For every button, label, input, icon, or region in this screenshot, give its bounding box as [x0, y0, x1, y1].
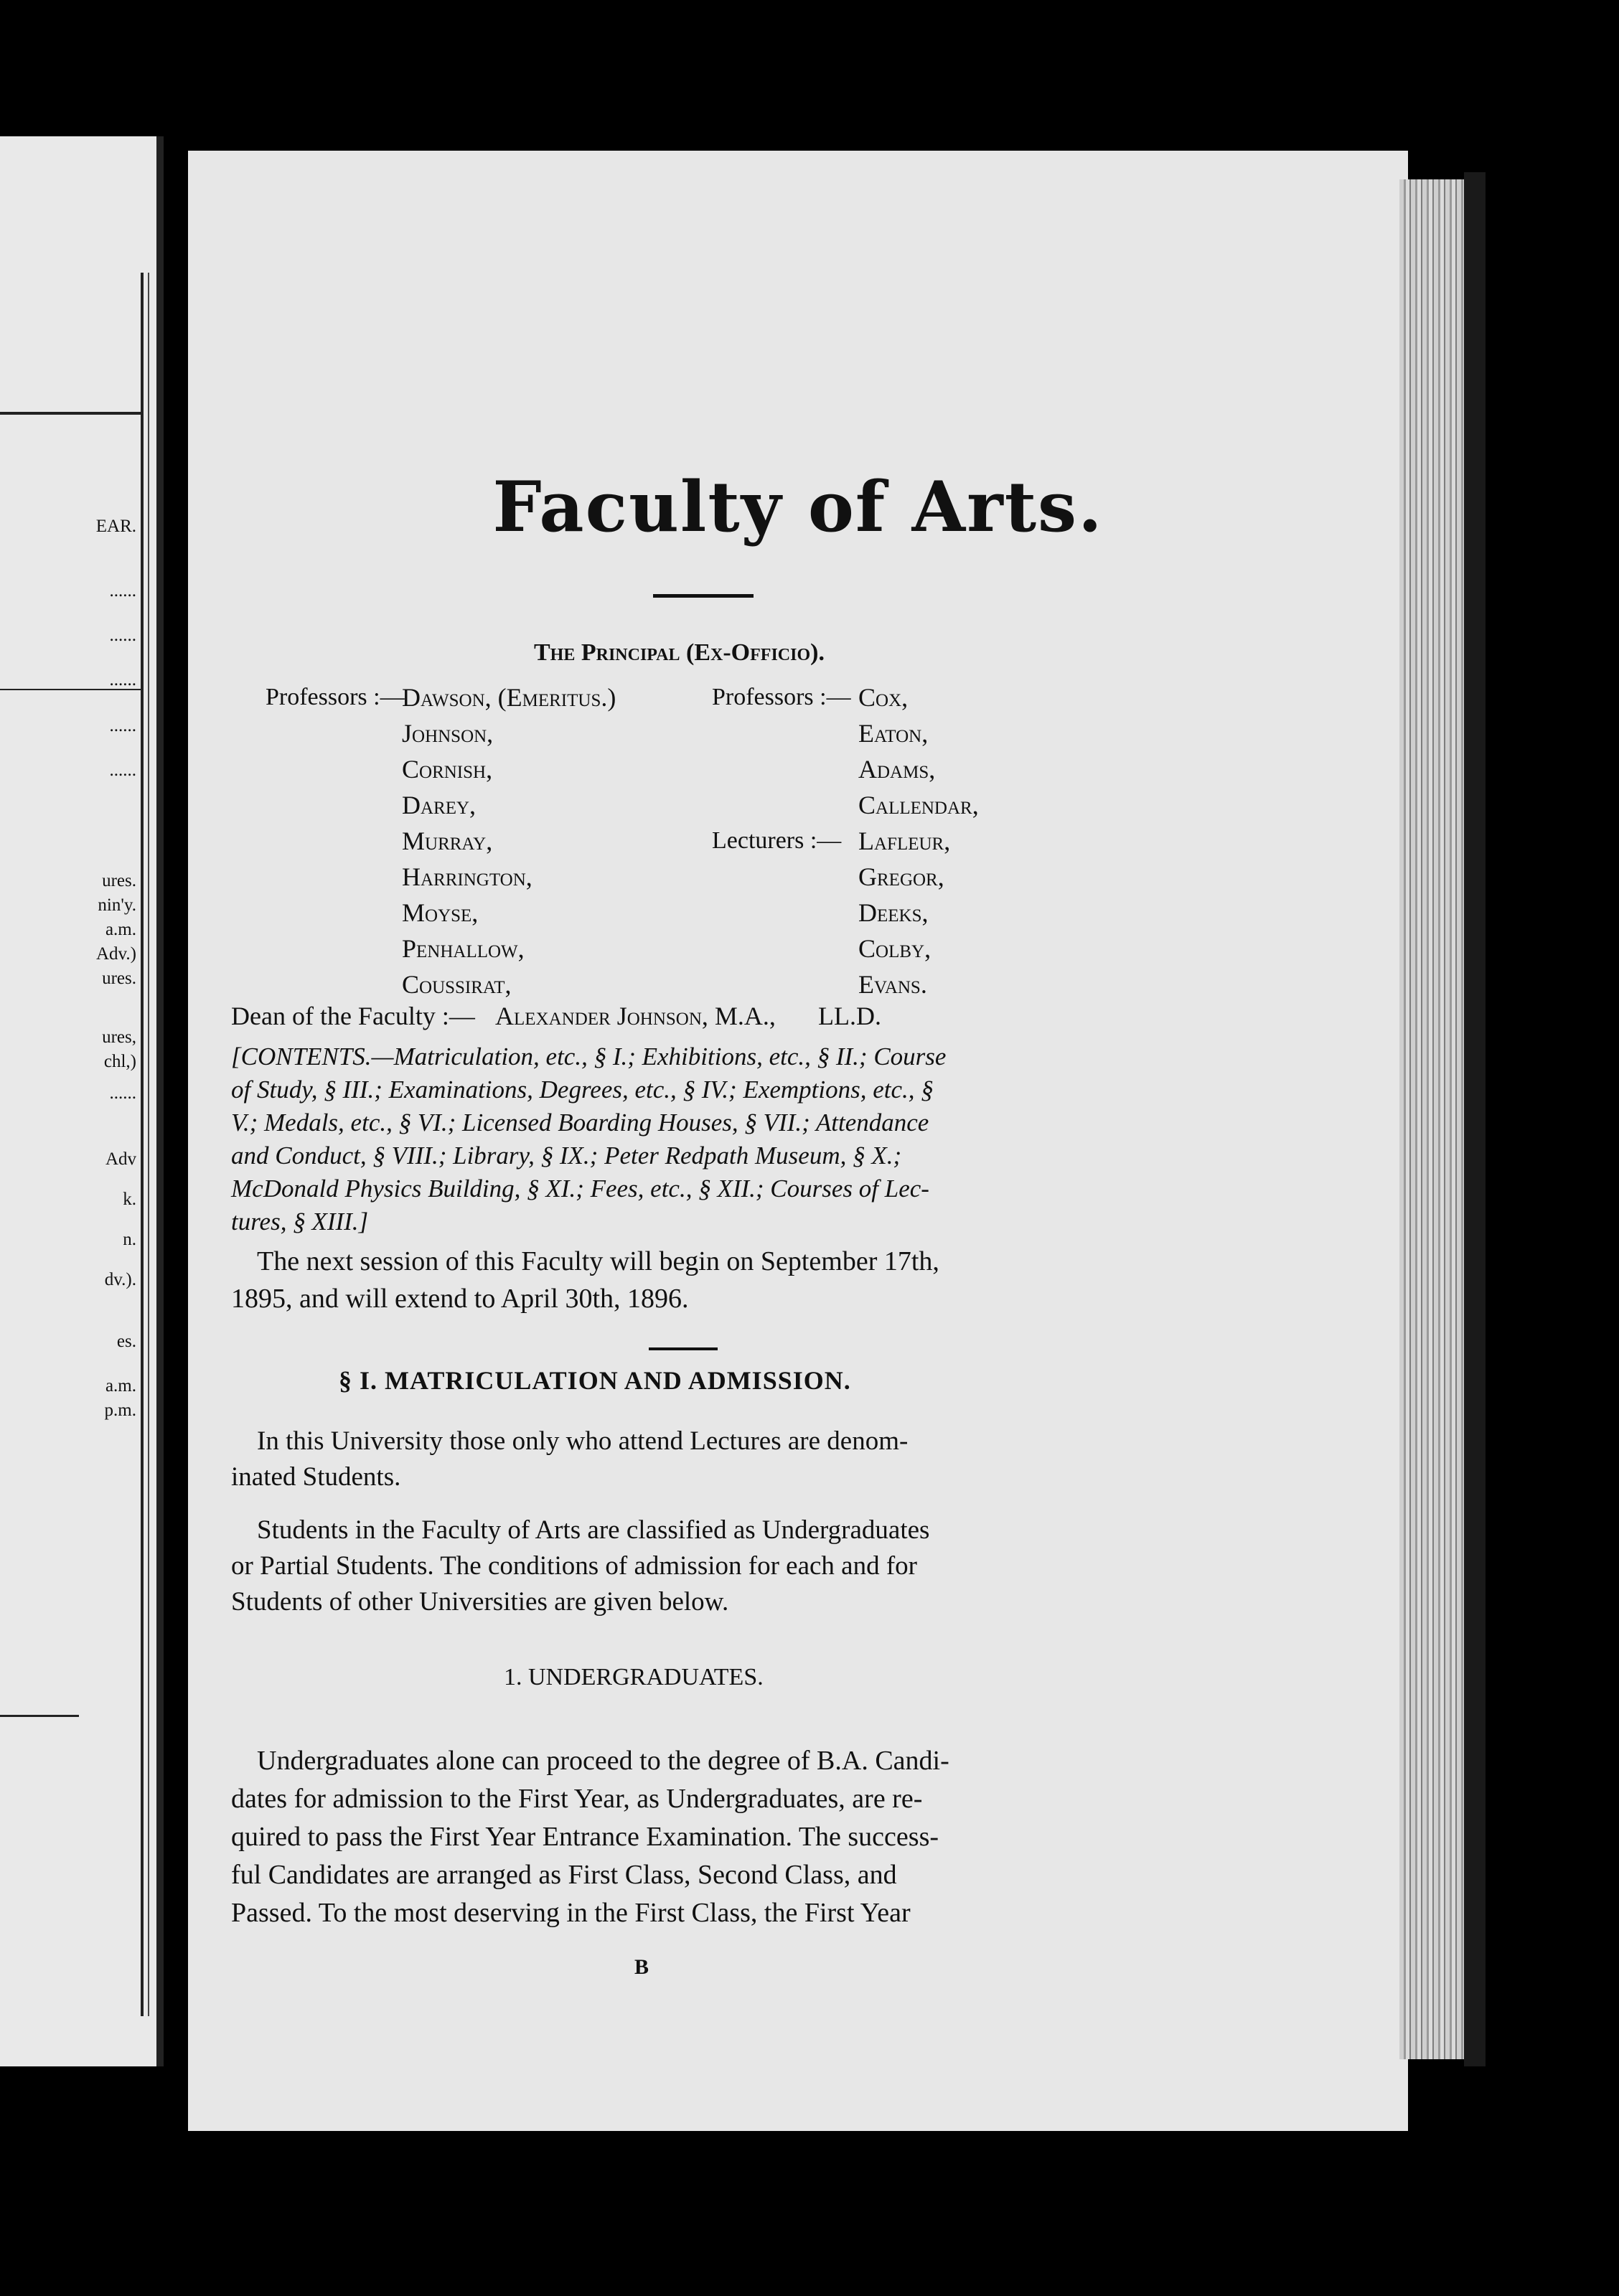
- left-fragment: p.m.: [104, 1401, 136, 1420]
- contents-line: and Conduct, § VIII.; Library, § IX.; Peter Redpath Museum, § X.;: [231, 1142, 902, 1170]
- paragraph-line: Students in the Faculty of Arts are classified as Undergraduates: [257, 1515, 930, 1545]
- page-title: Faculty of Arts.: [492, 466, 1104, 547]
- book-edge-shadow: [1464, 172, 1486, 2066]
- professors-label-right: Professors :—: [712, 684, 851, 710]
- professor-name: Cox,: [858, 683, 909, 712]
- left-fragment: a.m.: [105, 920, 136, 939]
- left-fragment: ......: [109, 1083, 136, 1103]
- paragraph-line: inated Students.: [231, 1462, 401, 1492]
- dean-name: Alexander Johnson, M.A.,: [495, 1002, 776, 1030]
- professor-name: Cornish,: [402, 755, 493, 784]
- left-fragment: es.: [116, 1332, 136, 1351]
- document-page: [188, 151, 1408, 2131]
- left-fragment: a.m.: [105, 1376, 136, 1396]
- left-fragment: nin'y.: [98, 895, 136, 915]
- left-fragment: ......: [109, 761, 136, 780]
- left-fragment: k.: [123, 1190, 136, 1209]
- paragraph-line: Passed. To the most deserving in the First Class, the First Year: [231, 1898, 911, 1928]
- contents-line: tures, § XIII.]: [231, 1208, 369, 1236]
- left-page-border: [141, 273, 144, 2016]
- professor-name: Murray,: [402, 827, 493, 855]
- section-divider: [649, 1347, 718, 1350]
- left-page-rule: [0, 1715, 79, 1717]
- paragraph-line: or Partial Students. The conditions of admission for each and for: [231, 1551, 917, 1581]
- paragraph-line: In this University those only who attend Lectures are denom-: [257, 1426, 909, 1456]
- professor-name: Moyse,: [402, 898, 479, 927]
- paragraph-line: Students of other Universities are given below.: [231, 1587, 729, 1617]
- lecturers-label: Lecturers :—: [712, 827, 842, 854]
- subheading-undergraduates: 1. UNDERGRADUATES.: [504, 1664, 764, 1690]
- dean-label: Dean of the Faculty :—: [231, 1002, 475, 1030]
- professors-label-left: Professors :—: [266, 684, 405, 710]
- contents-line: [CONTENTS.—Matriculation, etc., § I.; Exhibitions, etc., § II.; Course: [231, 1043, 947, 1071]
- professor-name: Penhallow,: [402, 934, 525, 963]
- session-line: The next session of this Faculty will begin on September 17th,: [257, 1246, 939, 1276]
- left-fragment: ......: [109, 581, 136, 601]
- left-page-rule: [0, 412, 141, 415]
- paragraph-line: quired to pass the First Year Entrance Examination. The success-: [231, 1822, 939, 1852]
- left-fragment: dv.).: [104, 1270, 136, 1289]
- lecturer-name: Evans.: [858, 970, 927, 999]
- lecturer-name: Gregor,: [858, 862, 944, 891]
- left-fragment: ......: [109, 716, 136, 735]
- professor-name: Darey,: [402, 791, 477, 819]
- professor-name: Callendar,: [858, 791, 979, 819]
- left-fragment: n.: [123, 1230, 136, 1249]
- left-fragment: Adv.): [95, 944, 136, 964]
- left-page-fragment: [0, 136, 164, 2066]
- contents-line: of Study, § III.; Examinations, Degrees, etc., § IV.; Exemptions, etc., §: [231, 1076, 934, 1104]
- professor-name: Johnson,: [402, 719, 494, 748]
- dean-degree: LL.D.: [818, 1002, 881, 1030]
- professor-name: Harrington,: [402, 862, 532, 891]
- left-fragment: chl,): [103, 1052, 136, 1071]
- principal-line: The Principal (Ex-Officio).: [534, 639, 825, 666]
- professor-name: Dawson, (Emeritus.): [402, 683, 616, 712]
- paragraph-classification: [231, 1512, 1178, 1620]
- contents-line: V.; Medals, etc., § VI.; Licensed Boarding Houses, § VII.; Attendance: [231, 1109, 929, 1137]
- contents-block: [231, 1040, 1178, 1238]
- signature-mark: B: [634, 1955, 649, 1979]
- paragraph-undergraduates: [231, 1742, 1178, 1932]
- left-page-border-inner: [148, 273, 149, 2016]
- contents-line: McDonald Physics Building, § XI.; Fees, etc., § XII.; Courses of Lec-: [231, 1175, 929, 1203]
- title-underline: [653, 594, 754, 598]
- left-fragment: ures,: [102, 1027, 136, 1047]
- left-fragment: ures.: [102, 969, 136, 988]
- left-fragment: ......: [109, 626, 136, 645]
- section-heading: § I. MATRICULATION AND ADMISSION.: [339, 1366, 851, 1395]
- left-fragment: Adv: [105, 1149, 136, 1169]
- professor-name: Eaton,: [858, 719, 929, 748]
- paragraph-line: dates for admission to the First Year, as Undergraduates, are re-: [231, 1784, 923, 1814]
- session-paragraph: [231, 1243, 1178, 1317]
- left-fragment: ......: [109, 670, 136, 690]
- lecturer-name: Colby,: [858, 934, 931, 963]
- left-fragment: EAR.: [95, 517, 136, 536]
- book-edge: [1399, 179, 1464, 2059]
- paragraph-students: [231, 1424, 1178, 1495]
- professor-name: Coussirat,: [402, 970, 512, 999]
- paragraph-line: Undergraduates alone can proceed to the degree of B.A. Candi-: [257, 1746, 949, 1776]
- left-fragment: ures.: [102, 871, 136, 890]
- professor-name: Adams,: [858, 755, 936, 784]
- paragraph-line: ful Candidates are arranged as First Class, Second Class, and: [231, 1860, 897, 1890]
- session-line: 1895, and will extend to April 30th, 1896.: [231, 1284, 689, 1314]
- lecturer-name: Lafleur,: [858, 827, 951, 855]
- lecturer-name: Deeks,: [858, 898, 929, 927]
